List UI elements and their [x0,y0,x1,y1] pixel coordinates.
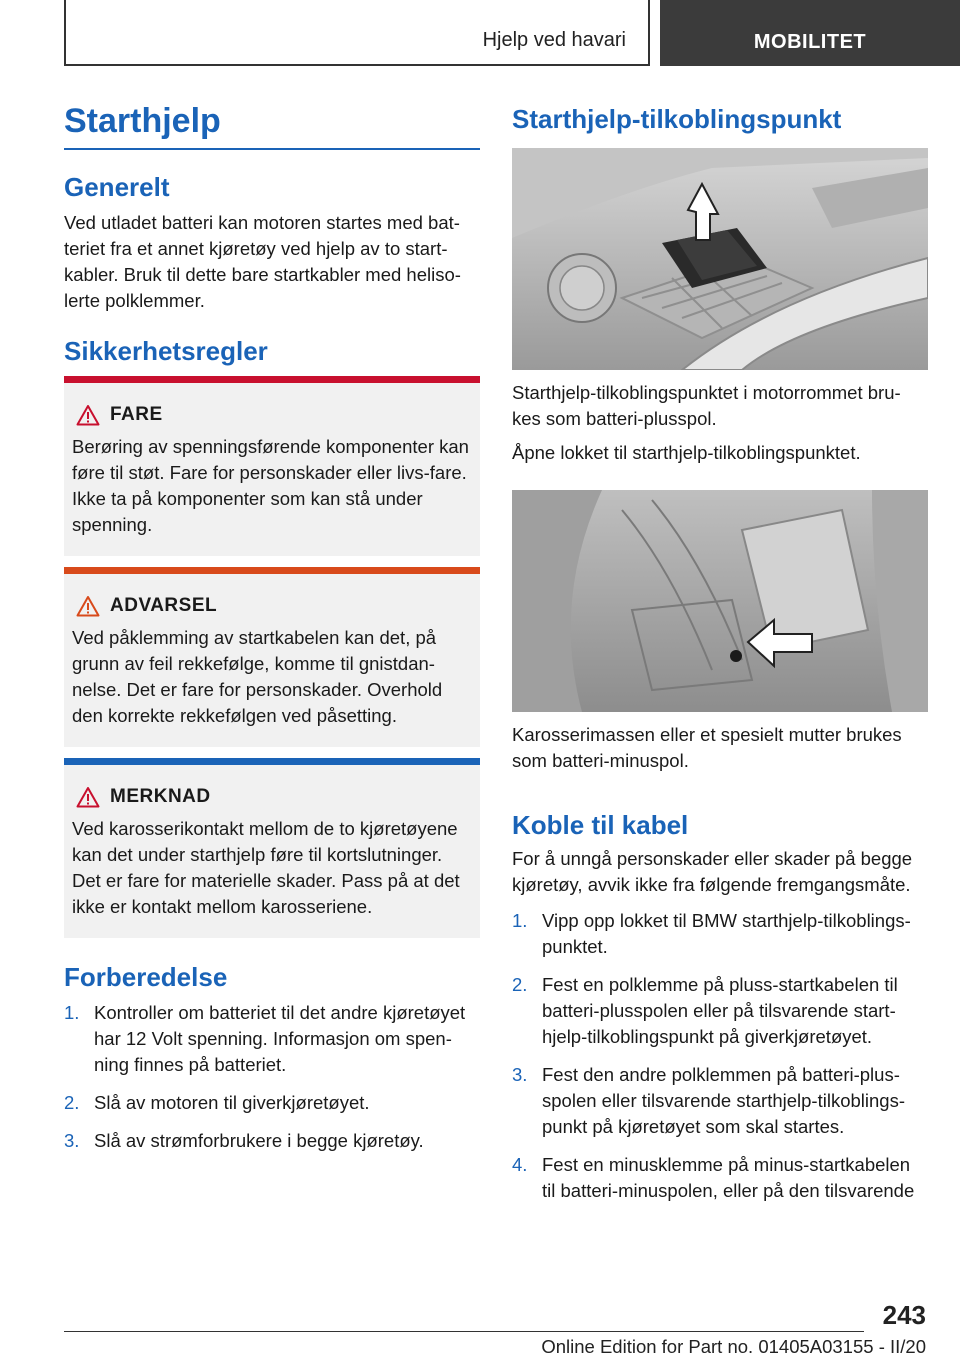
title-rule [64,148,480,150]
step-text: Fest den andre polklemmen på batteri-plus-spolen eller tilsvarende starthjelp-tilkoblings-punkt på kjøretøyet som skal startes. [542,1064,905,1137]
footer-edition: Online Edition for Part no. 01405A03155 - II/20 [541,1336,926,1357]
list-item [512,972,928,1050]
warning-bar [64,376,480,383]
warning-text: Berøring av spenningsførende komponenter kan føre til støt. Fare for personskader eller livs-fare. Ikke ta på komponenter som kan stå under spenning. [72,436,469,535]
warning-triangle-icon [76,404,100,426]
right-column [512,0,928,1300]
warning-box-danger [64,376,480,556]
warning-triangle-icon [76,595,100,617]
warning-title: MERKNAD [110,786,211,807]
step-number: 4. [512,1154,528,1175]
list-item [64,1090,480,1116]
general-heading: Generelt [64,172,170,202]
step-number: 1. [512,910,528,931]
general-text: Ved utladet batteri kan motoren startes med bat-teriet fra et annet kjøretøy ved hjelp av to start-kabler. Bruk til dette bare startkabler med heliso-lerte polklemmer. [64,212,461,311]
step-text: Fest en polklemme på pluss-startkabelen til batteri-plusspolen eller på tilsvarende start-hjelp-tilkoblingspunkt på giverkjøretøyet. [542,974,898,1047]
page-title: Starthjelp [64,102,221,140]
left-column [64,0,480,1300]
safety-heading: Sikkerhetsregler [64,336,268,366]
page-number: 243 [882,1300,926,1330]
step-text: Slå av strømforbrukere i begge kjøretøy. [94,1130,424,1151]
warning-box-notice [64,758,480,938]
step-text: Slå av motoren til giverkjøretøyet. [94,1092,370,1113]
warning-title: FARE [110,404,163,425]
header-section-title: Hjelp ved havari [482,29,626,51]
warning-bar [64,758,480,765]
engine-bay-photo-plus-terminal [512,148,928,370]
notice-triangle-icon [76,786,100,808]
prep-heading: Forberedelse [64,962,228,992]
list-item [64,1128,480,1154]
step-number: 3. [64,1130,80,1151]
list-item [512,908,928,960]
warning-text: Ved karosserikontakt mellom de to kjøretøyene kan det under starthjelp føre til kortslutninger. Det er fare for materielle skader. Pass på at det ikke er kontakt mellom karosseriene. [72,818,460,917]
warning-title: ADVARSEL [110,595,218,616]
header-chapter-label: MOBILITET [753,31,867,53]
footer-rule [64,1331,864,1332]
warning-text: Ved påklemming av startkabelen kan det, på grunn av feil rekkefølge, komme til gnistdan-nelse. Det er fare for personskader. Overhold den korrekte rekkefølgen ved påsetting. [72,627,443,726]
step-text: Vipp opp lokket til BMW starthjelp-tilkoblings-punktet. [542,910,911,957]
list-item [512,1062,928,1140]
warning-box-caution [64,567,480,747]
connect-intro: For å unngå personskader eller skader på begge kjøretøy, avvik ikke fra følgende fremgangsmåte. [512,848,913,895]
step-number: 2. [512,974,528,995]
connect-heading: Koble til kabel [512,810,689,840]
warning-bar [64,567,480,574]
caption-minus-terminal: Karosserimassen eller et spesielt mutter brukes som batteri-minuspol. [512,724,902,771]
caption-plus-terminal: Starthjelp-tilkoblingspunktet i motorrommet bru-kes som batteri-plusspol. [512,382,901,429]
step-text: Fest en minusklemme på minus-startkabelen til batteri-minuspolen, eller på den tilsvarende [542,1154,915,1201]
step-number: 1. [64,1002,80,1023]
step-number: 2. [64,1092,80,1113]
prep-steps [64,1000,480,1166]
jump-point-heading: Starthjelp-tilkoblingspunkt [512,104,842,134]
list-item [512,1152,928,1204]
list-item [64,1000,480,1078]
connect-steps [512,908,928,1216]
caption-open-cover: Åpne lokket til starthjelp-tilkoblingspunktet. [512,442,861,463]
engine-bay-photo-minus-terminal [512,490,928,712]
step-text: Kontroller om batteriet til det andre kjøretøyet har 12 Volt spenning. Informasjon om spen-ning finnes på batteriet. [94,1002,466,1075]
step-number: 3. [512,1064,528,1085]
